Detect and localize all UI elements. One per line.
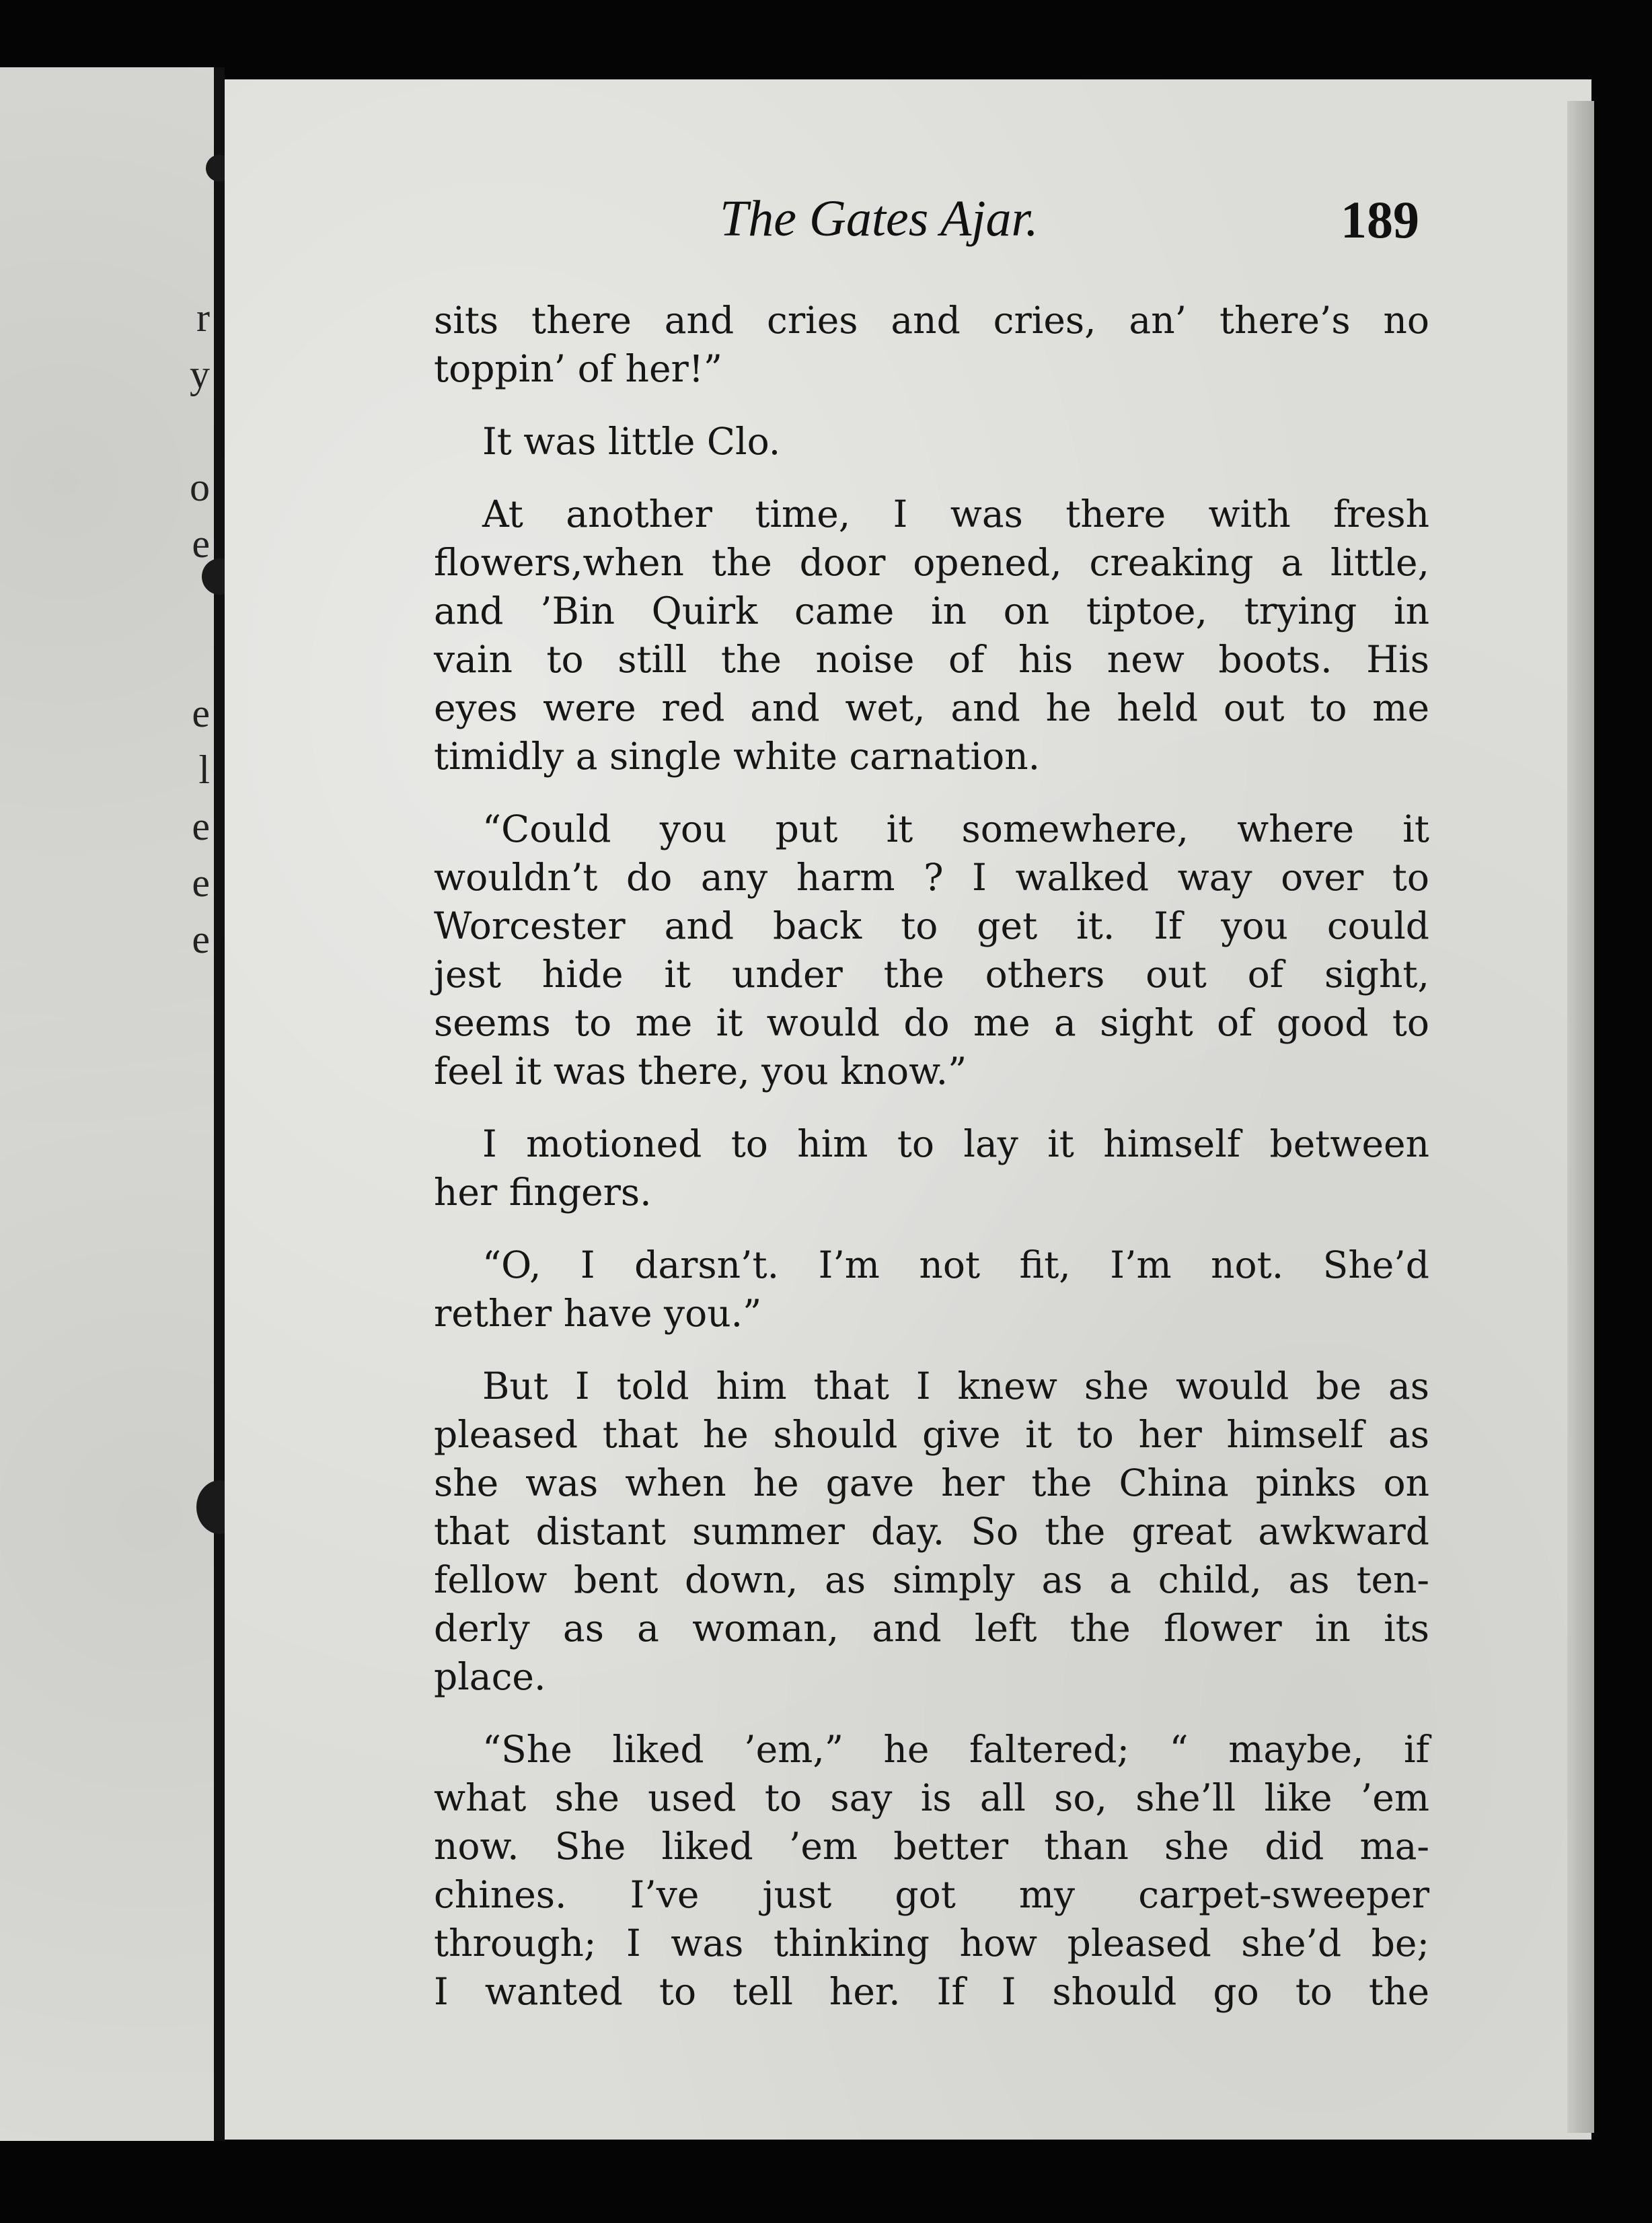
- text-line: seems to me it would do me a sight of good to: [434, 1001, 1429, 1044]
- facing-page-fragment: e: [192, 691, 210, 735]
- text-line: I wanted to tell her. If I should go to the: [434, 1970, 1429, 2013]
- text-line: and ’Bin Quirk came in on tiptoe, trying in: [434, 589, 1429, 632]
- text-line: “Could you put it somewhere, where it: [482, 807, 1429, 850]
- paragraph: [434, 490, 1429, 780]
- facing-page-fragment: r: [196, 295, 210, 340]
- text-line: rether have you.”: [434, 1292, 762, 1335]
- text-line: chines. I’ve just got my carpet-sweeper: [434, 1873, 1429, 1916]
- facing-page-fragment: o: [190, 465, 210, 509]
- text-line: through; I was thinking how pleased she’d be;: [434, 1922, 1429, 1965]
- facing-page-fragment: e: [192, 521, 210, 566]
- paragraph: [434, 417, 1429, 466]
- text-line: that distant summer day. So the great awkward: [434, 1510, 1429, 1553]
- facing-page-fragment: e: [192, 861, 210, 905]
- facing-page-fragment: y: [190, 352, 210, 396]
- text-line: vain to still the noise of his new boots. His: [434, 638, 1429, 681]
- facing-page-fragment: e: [192, 804, 210, 848]
- text-line: toppin’ of her!”: [434, 347, 723, 390]
- text-line: At another time, I was there with fresh: [482, 493, 1429, 536]
- paragraph: [434, 1362, 1429, 1701]
- facing-page-fragment: l: [198, 748, 210, 792]
- text-line: But I told him that I knew she would be as: [482, 1364, 1429, 1408]
- text-line: wouldn’t do any harm ? I walked way over to: [434, 856, 1429, 899]
- text-line: sits there and cries and cries, an’ there’s no: [434, 299, 1429, 342]
- facing-page-edge: [0, 67, 214, 2141]
- text-line: pleased that he should give it to her himself as: [434, 1413, 1429, 1456]
- text-line: It was little Clo.: [482, 420, 781, 463]
- running-header: [720, 190, 1419, 264]
- facing-page-fragment: [183, 402, 210, 459]
- paragraph: [434, 296, 1429, 393]
- text-line: flowers,when the door opened, creaking a little,: [434, 541, 1429, 584]
- body-text: [434, 296, 1429, 2040]
- text-line: what she used to say is all so, she’ll like ’em: [434, 1776, 1429, 1819]
- page-number: 189: [1341, 190, 1419, 249]
- paragraph: [434, 1241, 1429, 1338]
- facing-page-fragment: e: [192, 917, 210, 961]
- text-line: fellow bent down, as simply as a child, as ten-: [434, 1558, 1429, 1601]
- paragraph: [434, 1725, 1429, 2016]
- text-line: her fingers.: [434, 1171, 652, 1214]
- text-line: jest hide it under the others out of sight,: [434, 953, 1429, 996]
- facing-page-fragment: [183, 628, 210, 685]
- text-line: Worcester and back to get it. If you could: [434, 904, 1429, 947]
- text-line: place.: [434, 1655, 546, 1698]
- text-line: “O, I darsn’t. I’m not fit, I’m not. She’d: [482, 1243, 1429, 1286]
- text-line: I motioned to him to lay it himself between: [482, 1122, 1429, 1165]
- running-title: The Gates Ajar.: [720, 190, 1039, 247]
- page-edge-shadow: [1567, 101, 1594, 2133]
- facing-page-text-fragments: [183, 289, 210, 968]
- paragraph: [434, 805, 1429, 1095]
- text-line: derly as a woman, and left the flower in its: [434, 1607, 1429, 1650]
- paragraph: [434, 1120, 1429, 1216]
- book-gutter: [214, 67, 225, 2141]
- text-line: feel it was there, you know.”: [434, 1050, 967, 1093]
- text-line: now. She liked ’em better than she did ma-: [434, 1825, 1429, 1868]
- text-line: “She liked ’em,” he faltered; “ maybe, if: [482, 1728, 1429, 1771]
- text-line: timidly a single white carnation.: [434, 735, 1041, 778]
- text-line: she was when he gave her the China pinks on: [434, 1461, 1429, 1504]
- text-line: eyes were red and wet, and he held out to me: [434, 686, 1429, 729]
